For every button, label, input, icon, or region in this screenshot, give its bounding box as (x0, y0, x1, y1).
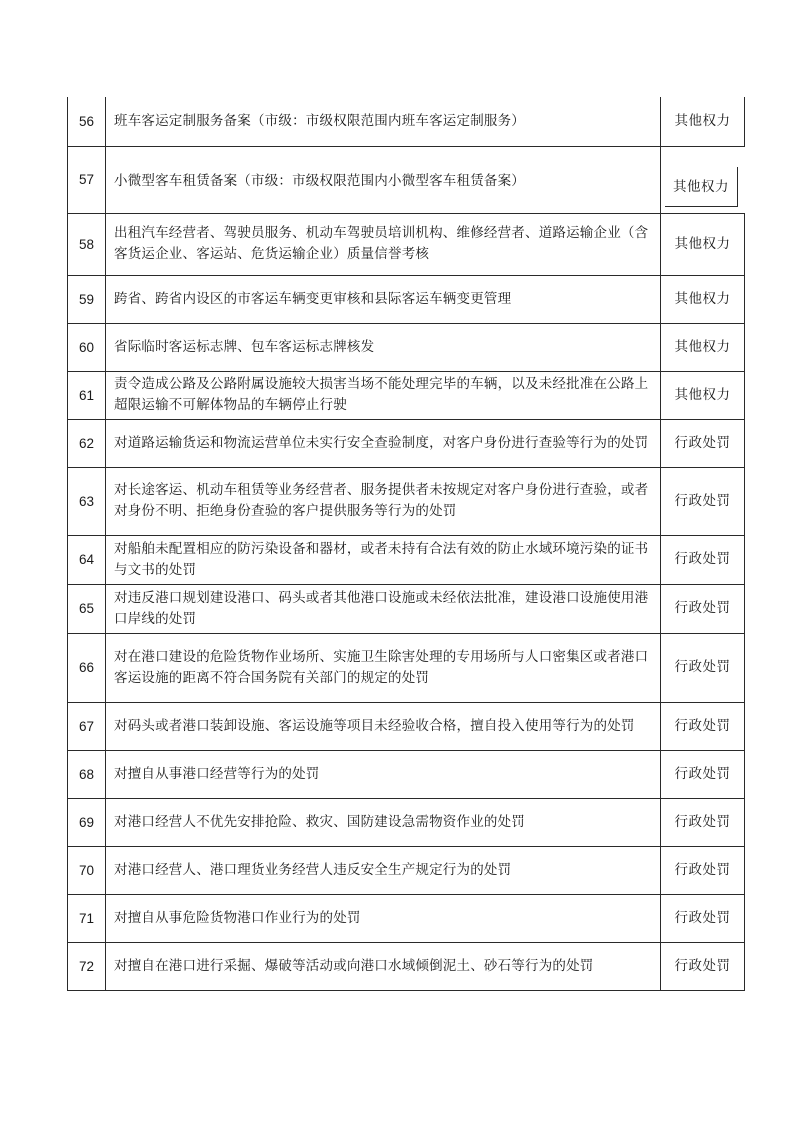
table-row (68, 535, 745, 584)
table-row (68, 846, 745, 894)
row-type: 其他权力 (665, 167, 738, 207)
row-type: 行政处罚 (661, 894, 745, 942)
row-number: 72 (68, 942, 106, 990)
row-type: 其他权力 (661, 323, 745, 371)
row-type: 其他权力 (661, 213, 745, 275)
row-number: 62 (68, 419, 106, 467)
row-number: 67 (68, 702, 106, 750)
row-item: 出租汽车经营者、驾驶员服务、机动车驾驶员培训机构、维修经营者、道路运输企业（含客货运企业、客运站、危货运输企业）质量信誉考核 (106, 213, 661, 275)
table-row (68, 213, 745, 275)
table-row (68, 419, 745, 467)
row-item: 对船舶未配置相应的防污染设备和器材，或者未持有合法有效的防止水域环境污染的证书与文书的处罚 (106, 535, 661, 584)
row-type: 行政处罚 (661, 942, 745, 990)
table-row (68, 633, 745, 702)
row-number: 70 (68, 846, 106, 894)
row-number: 66 (68, 633, 106, 702)
row-number: 63 (68, 467, 106, 535)
table-row (68, 146, 745, 213)
row-item: 小微型客车租赁备案（市级：市级权限范围内小微型客车租赁备案） (106, 146, 661, 213)
row-number: 60 (68, 323, 106, 371)
row-item: 对长途客运、机动车租赁等业务经营者、服务提供者未按规定对客户身份进行查验，或者对身份不明、拒绝身份查验的客户提供服务等行为的处罚 (106, 467, 661, 535)
row-number: 57 (68, 146, 106, 213)
table-row (68, 584, 745, 633)
table-row (68, 323, 745, 371)
table-row (68, 894, 745, 942)
row-type: 行政处罚 (661, 846, 745, 894)
row-item: 对码头或者港口装卸设施、客运设施等项目未经验收合格，擅自投入使用等行为的处罚 (106, 702, 661, 750)
row-number: 56 (68, 97, 106, 146)
row-item: 对港口经营人不优先安排抢险、救灾、国防建设急需物资作业的处罚 (106, 798, 661, 846)
table-row (68, 371, 745, 419)
row-type: 行政处罚 (661, 798, 745, 846)
row-number: 71 (68, 894, 106, 942)
row-type: 其他权力 (661, 275, 745, 323)
row-number: 59 (68, 275, 106, 323)
table-row (68, 275, 745, 323)
row-item: 对在港口建设的危险货物作业场所、实施卫生除害处理的专用场所与人口密集区或者港口客运设施的距离不符合国务院有关部门的规定的处罚 (106, 633, 661, 702)
row-type: 其他权力 (661, 97, 745, 146)
table-row (68, 702, 745, 750)
table-row (68, 798, 745, 846)
row-type: 行政处罚 (661, 750, 745, 798)
row-type: 行政处罚 (661, 419, 745, 467)
row-item: 班车客运定制服务备案（市级：市级权限范围内班车客运定制服务） (106, 97, 661, 146)
row-item: 对违反港口规划建设港口、码头或者其他港口设施或未经依法批准，建设港口设施使用港口岸线的处罚 (106, 584, 661, 633)
row-number: 64 (68, 535, 106, 584)
row-item: 跨省、跨省内设区的市客运车辆变更审核和县际客运车辆变更管理 (106, 275, 661, 323)
row-type: 行政处罚 (661, 702, 745, 750)
table-row (68, 750, 745, 798)
row-number: 61 (68, 371, 106, 419)
row-number: 58 (68, 213, 106, 275)
row-type: 行政处罚 (661, 633, 745, 702)
row-item: 对港口经营人、港口理货业务经营人违反安全生产规定行为的处罚 (106, 846, 661, 894)
row-item: 责令造成公路及公路附属设施较大损害当场不能处理完毕的车辆，以及未经批准在公路上超限运输不可解体物品的车辆停止行驶 (106, 371, 661, 419)
row-type: 其他权力 (661, 371, 745, 419)
row-type: 行政处罚 (661, 467, 745, 535)
row-item: 对道路运输货运和物流运营单位未实行安全查验制度，对客户身份进行查验等行为的处罚 (106, 419, 661, 467)
row-item: 对擅自从事港口经营等行为的处罚 (106, 750, 661, 798)
row-type: 行政处罚 (661, 535, 745, 584)
row-number: 68 (68, 750, 106, 798)
power-list-table (67, 97, 745, 991)
row-number: 65 (68, 584, 106, 633)
row-item: 省际临时客运标志牌、包车客运标志牌核发 (106, 323, 661, 371)
row-type: 行政处罚 (661, 584, 745, 633)
table-row (68, 97, 745, 146)
table-row (68, 467, 745, 535)
table-row (68, 942, 745, 990)
row-item: 对擅自在港口进行采掘、爆破等活动或向港口水域倾倒泥土、砂石等行为的处罚 (106, 942, 661, 990)
row-type-cell (661, 146, 745, 213)
row-item: 对擅自从事危险货物港口作业行为的处罚 (106, 894, 661, 942)
row-number: 69 (68, 798, 106, 846)
